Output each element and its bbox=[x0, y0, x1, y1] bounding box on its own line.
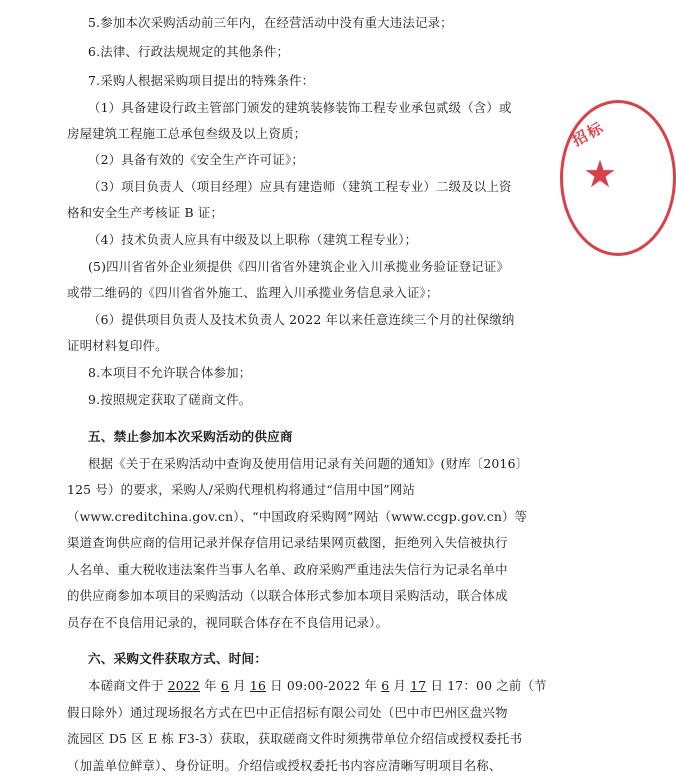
section-6-line-1 bbox=[88, 677, 547, 695]
date-year: 2022 bbox=[167, 678, 201, 693]
item-7: 7.采购人根据采购项目提出的特殊条件： bbox=[88, 73, 315, 88]
item-5: 5.参加本次采购活动前三年内，在经营活动中没有重大违法记录； bbox=[88, 15, 453, 30]
section-5-line-3: （www.creditchina.gov.cn）、“中国政府采购网”网站（www.ccgp.gov.cn）等 bbox=[67, 509, 528, 524]
sub-item-5-line-2: 或带二维码的《四川省省外施工、监理入川承揽业务信息录入证》； bbox=[67, 285, 439, 300]
sub-item-6-line-1: （6）提供项目负责人及技术负责人 2022 年以来任意连续三个月的社保缴纳 bbox=[88, 312, 515, 327]
section-5-heading: 五、禁止参加本次采购活动的供应商 bbox=[88, 429, 293, 444]
text-run: 日 09:00-2022 年 bbox=[266, 678, 382, 693]
date-month: 6 bbox=[220, 678, 229, 693]
section-6-line-3: 流园区 D5 区 E 栋 F3-3）获取，获取磋商文件时须携带单位介绍信或授权委托书 bbox=[67, 731, 523, 746]
section-5-line-6: 的供应商参加本项目的采购活动（以联合体形式参加本项目采购活动，联合体成 bbox=[67, 588, 508, 603]
text-run: 年 bbox=[200, 678, 221, 693]
item-6: 6.法律、行政法规规定的其他条件； bbox=[88, 44, 290, 59]
sub-item-6-line-2: 证明材料复印件。 bbox=[67, 338, 168, 353]
sub-item-4: （4）技术负责人应具有中级及以上职称（建筑工程专业）； bbox=[88, 232, 418, 247]
sub-item-5-line-1: (5)四川省省外企业须提供《四川省省外建筑企业入川承揽业务验证登记证》 bbox=[88, 259, 510, 274]
text-run: 月 bbox=[389, 678, 411, 693]
sub-item-1-line-1: （1）具备建设行政主管部门颁发的建筑装修装饰工程专业承包贰级（含）或 bbox=[88, 100, 512, 115]
seal-text: 招标 bbox=[569, 118, 608, 150]
section-5-line-1: 根据《关于在采购活动中查询及使用信用记录有关问题的通知》(财库〔2016〕 bbox=[88, 456, 529, 471]
text-run: 日 17：00 之前（节 bbox=[426, 678, 547, 693]
date-day: 17 bbox=[410, 678, 427, 693]
section-6-heading: 六、采购文件获取方式、时间： bbox=[88, 651, 268, 666]
date-day: 16 bbox=[249, 678, 267, 693]
text-run: 月 bbox=[229, 678, 250, 693]
section-6-line-4: （加盖单位鲜章）、身份证明。介绍信或授权委托书内容应清晰写明项目名称、 bbox=[67, 758, 502, 773]
item-8: 8.本项目不允许联合体参加； bbox=[88, 365, 252, 380]
section-5-line-2: 125 号）的要求，采购人/采购代理机构将通过“信用中国”网站 bbox=[67, 482, 416, 497]
section-5-line-7: 员存在不良信用记录的，视同联合体存在不良信用记录）。 bbox=[67, 615, 389, 630]
sub-item-3-line-2: 格和安全生产考核证 B 证； bbox=[67, 205, 224, 220]
text-run: 本磋商文件于 bbox=[88, 678, 168, 693]
sub-item-3-line-1: （3）项目负责人（项目经理）应具有建造师（建筑工程专业）二级及以上资 bbox=[88, 179, 512, 194]
item-9: 9.按照规定获取了磋商文件。 bbox=[88, 392, 252, 407]
date-month: 6 bbox=[381, 678, 390, 693]
section-6-line-2: 假日除外）通过现场报名方式在巴中正信招标有限公司处（巴中市巴州区盘兴物 bbox=[67, 705, 508, 720]
company-seal bbox=[560, 100, 676, 256]
star-icon: ★ bbox=[583, 152, 618, 196]
section-5-line-4: 渠道查询供应商的信用记录并保存信用记录结果网页截图，拒绝列入失信被执行 bbox=[67, 535, 508, 550]
sub-item-2: （2）具备有效的《安全生产许可证》； bbox=[88, 152, 304, 167]
sub-item-1-line-2: 房屋建筑工程施工总承包叁级及以上资质； bbox=[67, 126, 307, 141]
section-5-line-5: 人名单、重大税收违法案件当事人名单、政府采购严重违法失信行为记录名单中 bbox=[67, 562, 508, 577]
